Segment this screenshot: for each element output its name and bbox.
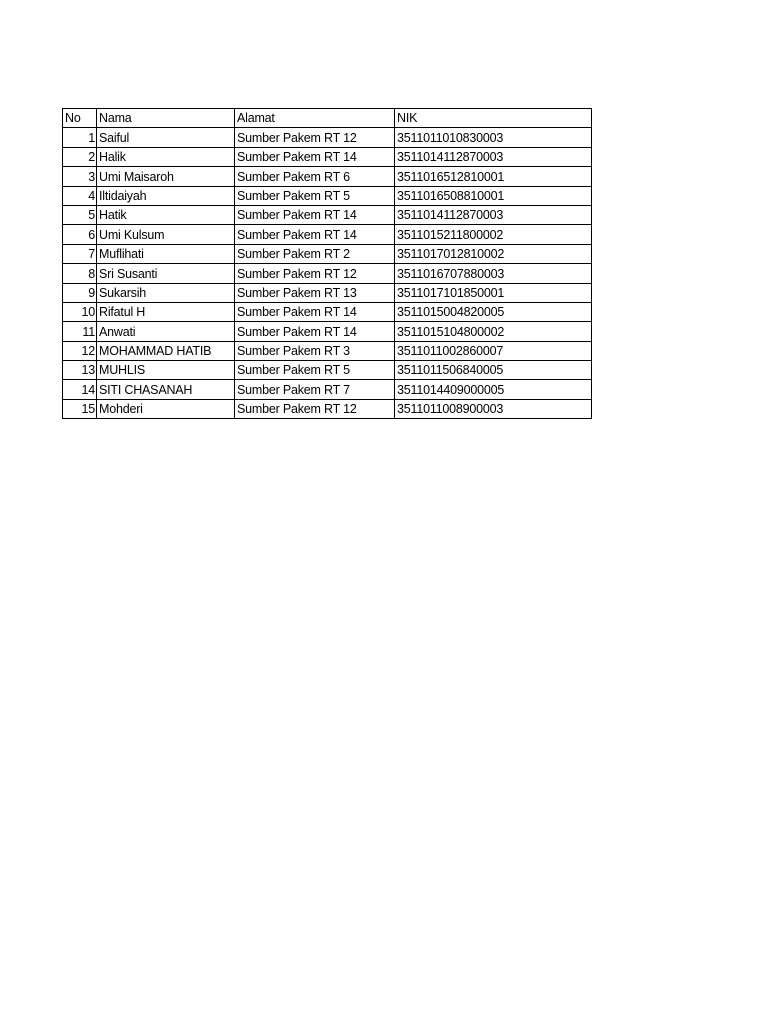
cell-alamat: Sumber Pakem RT 6 <box>235 167 395 186</box>
table-row <box>63 399 592 418</box>
cell-alamat: Sumber Pakem RT 14 <box>235 302 395 321</box>
cell-nama: MUHLIS <box>97 361 235 380</box>
table-row <box>63 244 592 263</box>
cell-alamat: Sumber Pakem RT 12 <box>235 399 395 418</box>
cell-no: 4 <box>63 186 97 205</box>
cell-alamat: Sumber Pakem RT 14 <box>235 205 395 224</box>
cell-alamat: Sumber Pakem RT 14 <box>235 322 395 341</box>
cell-alamat: Sumber Pakem RT 13 <box>235 283 395 302</box>
cell-nik: 3511011002860007 <box>395 341 592 360</box>
cell-nama: Muflihati <box>97 244 235 263</box>
cell-nama: Umi Maisaroh <box>97 167 235 186</box>
table-row <box>63 264 592 283</box>
cell-no: 13 <box>63 361 97 380</box>
cell-nik: 3511015104800002 <box>395 322 592 341</box>
cell-no: 10 <box>63 302 97 321</box>
table-row <box>63 341 592 360</box>
table-row <box>63 322 592 341</box>
table-row <box>63 128 592 147</box>
cell-no: 9 <box>63 283 97 302</box>
header-nama: Nama <box>97 109 235 128</box>
cell-nik: 3511014112870003 <box>395 147 592 166</box>
cell-nama: Mohderi <box>97 399 235 418</box>
cell-nik: 3511015004820005 <box>395 302 592 321</box>
table-row <box>63 302 592 321</box>
cell-nik: 3511017101850001 <box>395 283 592 302</box>
table-row <box>63 380 592 399</box>
cell-no: 6 <box>63 225 97 244</box>
cell-nik: 3511011506840005 <box>395 361 592 380</box>
cell-alamat: Sumber Pakem RT 14 <box>235 225 395 244</box>
table-row <box>63 147 592 166</box>
cell-nik: 3511014409000005 <box>395 380 592 399</box>
cell-nik: 3511016707880003 <box>395 264 592 283</box>
cell-no: 15 <box>63 399 97 418</box>
table-row <box>63 283 592 302</box>
spreadsheet-page <box>62 108 592 419</box>
header-row <box>63 109 592 128</box>
table-row <box>63 225 592 244</box>
cell-no: 11 <box>63 322 97 341</box>
table-row <box>63 361 592 380</box>
cell-no: 8 <box>63 264 97 283</box>
cell-no: 14 <box>63 380 97 399</box>
cell-nama: Iltidaiyah <box>97 186 235 205</box>
table-row <box>63 167 592 186</box>
table-body <box>63 128 592 419</box>
header-nik: NIK <box>395 109 592 128</box>
cell-nik: 3511017012810002 <box>395 244 592 263</box>
resident-table <box>62 108 592 419</box>
table-row <box>63 186 592 205</box>
cell-alamat: Sumber Pakem RT 12 <box>235 264 395 283</box>
cell-nama: Anwati <box>97 322 235 341</box>
cell-nik: 3511015211800002 <box>395 225 592 244</box>
cell-no: 7 <box>63 244 97 263</box>
cell-no: 1 <box>63 128 97 147</box>
cell-nama: SITI CHASANAH <box>97 380 235 399</box>
cell-alamat: Sumber Pakem RT 7 <box>235 380 395 399</box>
cell-alamat: Sumber Pakem RT 5 <box>235 361 395 380</box>
table-row <box>63 205 592 224</box>
cell-nama: Sri Susanti <box>97 264 235 283</box>
cell-nama: Halik <box>97 147 235 166</box>
cell-nama: Rifatul H <box>97 302 235 321</box>
header-alamat: Alamat <box>235 109 395 128</box>
cell-nik: 3511011008900003 <box>395 399 592 418</box>
header-no: No <box>63 109 97 128</box>
cell-nik: 3511014112870003 <box>395 205 592 224</box>
cell-no: 2 <box>63 147 97 166</box>
cell-nik: 3511011010830003 <box>395 128 592 147</box>
cell-alamat: Sumber Pakem RT 14 <box>235 147 395 166</box>
cell-nama: Saiful <box>97 128 235 147</box>
cell-alamat: Sumber Pakem RT 2 <box>235 244 395 263</box>
cell-nik: 3511016512810001 <box>395 167 592 186</box>
cell-alamat: Sumber Pakem RT 12 <box>235 128 395 147</box>
cell-no: 5 <box>63 205 97 224</box>
cell-alamat: Sumber Pakem RT 5 <box>235 186 395 205</box>
cell-nama: MOHAMMAD HATIB <box>97 341 235 360</box>
cell-nama: Sukarsih <box>97 283 235 302</box>
cell-no: 12 <box>63 341 97 360</box>
cell-nama: Hatik <box>97 205 235 224</box>
cell-nama: Umi Kulsum <box>97 225 235 244</box>
cell-alamat: Sumber Pakem RT 3 <box>235 341 395 360</box>
cell-no: 3 <box>63 167 97 186</box>
cell-nik: 3511016508810001 <box>395 186 592 205</box>
